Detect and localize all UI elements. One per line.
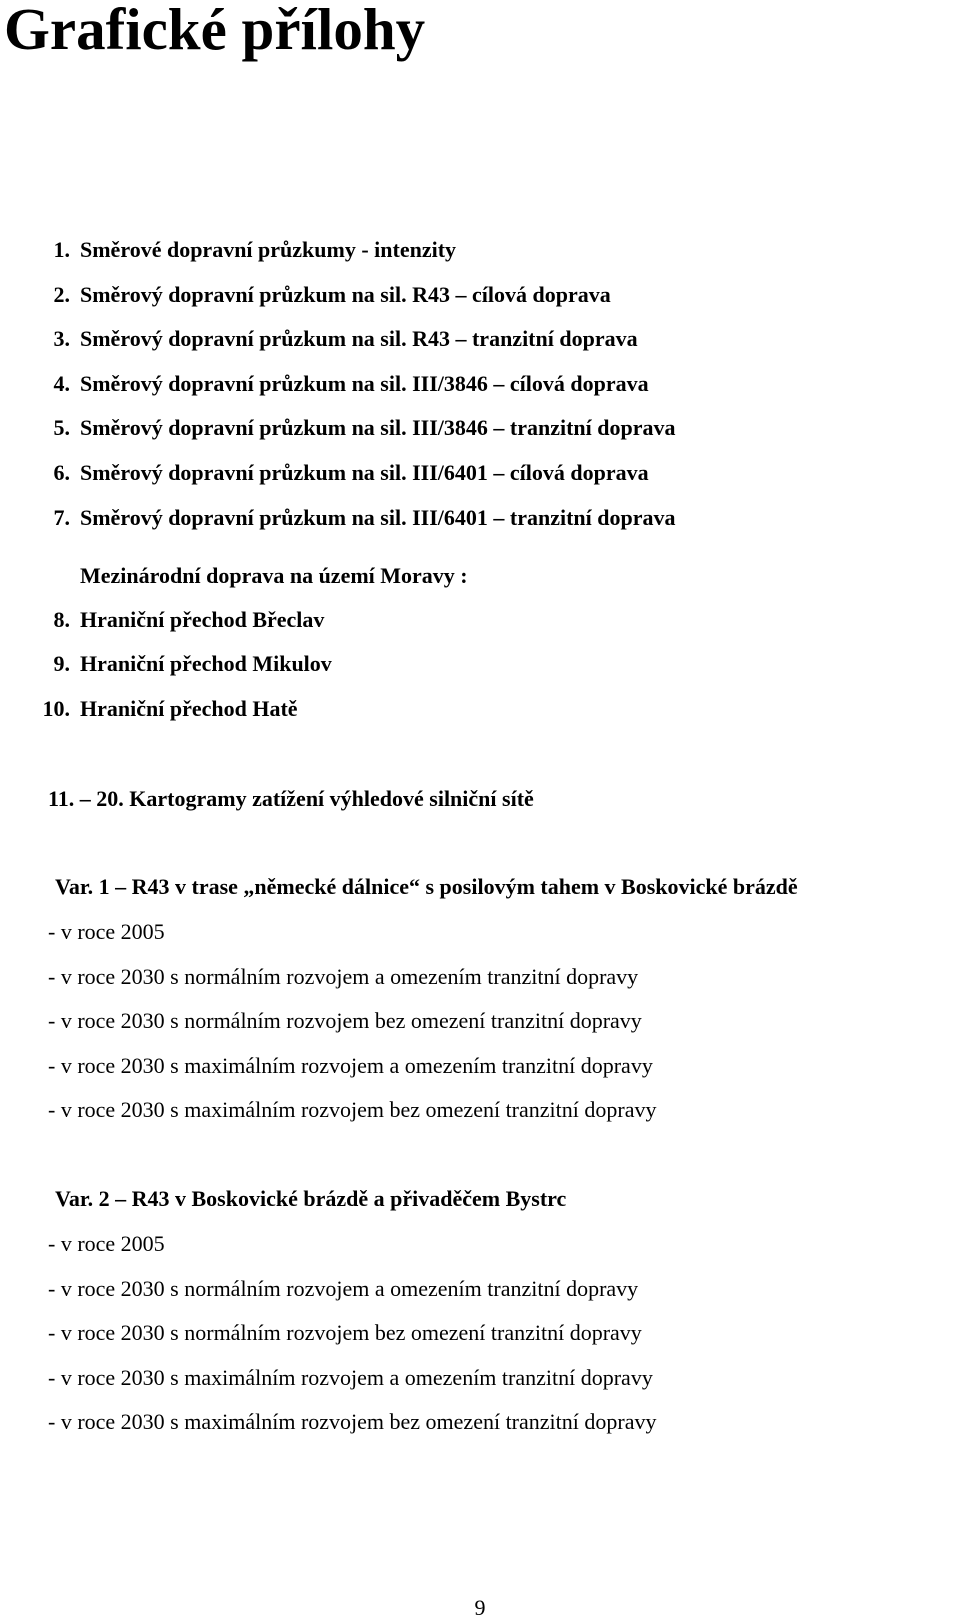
list-item-number: 10. — [42, 696, 70, 721]
list-item-text: Hraniční přechod Břeclav — [80, 607, 325, 632]
list-item-number: 6. — [53, 460, 70, 485]
list-item — [40, 237, 456, 263]
list-item-number: 2. — [53, 282, 70, 307]
list-item-number: 7. — [53, 505, 70, 530]
list-item-text: Směrový dopravní průzkum na sil. III/6401 – tranzitní doprava — [80, 505, 676, 530]
list-item-number: 5. — [53, 415, 70, 440]
list-item-number: 9. — [53, 651, 70, 676]
variant-1-item: - v roce 2030 s normálním rozvojem a omezením tranzitní dopravy — [48, 964, 639, 989]
list-item-text: Směrový dopravní průzkum na sil. III/3846 – cílová doprava — [80, 371, 649, 396]
variant-1-heading: Var. 1 – R43 v trase „německé dálnice“ s posilovým tahem v Boskovické brázdě — [55, 874, 798, 899]
section-heading-international: Mezinárodní doprava na území Moravy : — [80, 563, 468, 588]
list-item — [40, 460, 649, 486]
list-item-text: Směrový dopravní průzkum na sil. R43 – tranzitní doprava — [80, 326, 638, 351]
list-item-number: 3. — [53, 326, 70, 351]
list-item — [40, 607, 324, 633]
variant-2-item: - v roce 2005 — [48, 1231, 165, 1256]
section-heading-cartograms: 11. – 20. Kartogramy zatížení výhledové silniční sítě — [48, 786, 534, 811]
list-item-number: 8. — [53, 607, 70, 632]
variant-2-item: - v roce 2030 s normálním rozvojem a omezením tranzitní dopravy — [48, 1276, 639, 1301]
list-item — [40, 651, 332, 677]
variant-2-heading: Var. 2 – R43 v Boskovické brázdě a přivaděčem Bystrc — [55, 1186, 567, 1211]
list-item-text: Hraniční přechod Hatě — [80, 696, 298, 721]
variant-2-item: - v roce 2030 s normálním rozvojem bez omezení tranzitní dopravy — [48, 1320, 642, 1345]
list-item — [40, 326, 638, 352]
list-item — [40, 415, 676, 441]
list-item-number: 4. — [53, 371, 70, 396]
variant-2-item: - v roce 2030 s maximálním rozvojem bez omezení tranzitní dopravy — [48, 1409, 657, 1434]
variant-1-item: - v roce 2030 s maximálním rozvojem bez omezení tranzitní dopravy — [48, 1097, 657, 1122]
list-item-text: Směrový dopravní průzkum na sil. III/6401 – cílová doprava — [80, 460, 649, 485]
variant-1-item: - v roce 2030 s normálním rozvojem bez omezení tranzitní dopravy — [48, 1008, 642, 1033]
list-item — [40, 371, 649, 397]
list-item — [40, 696, 298, 722]
list-item — [40, 282, 611, 308]
list-item-text: Směrové dopravní průzkumy - intenzity — [80, 237, 457, 262]
variant-1-item: - v roce 2030 s maximálním rozvojem a omezením tranzitní dopravy — [48, 1053, 653, 1078]
list-item-text: Hraniční přechod Mikulov — [80, 651, 332, 676]
list-item-text: Směrový dopravní průzkum na sil. R43 – cílová doprava — [80, 282, 611, 307]
list-item-text: Směrový dopravní průzkum na sil. III/3846 – tranzitní doprava — [80, 415, 676, 440]
variant-1-item: - v roce 2005 — [48, 919, 165, 944]
variant-2-item: - v roce 2030 s maximálním rozvojem a omezením tranzitní dopravy — [48, 1365, 653, 1390]
list-item — [40, 505, 676, 531]
list-item-number: 1. — [53, 237, 70, 262]
page-number: 9 — [474, 1595, 486, 1620]
page-title: Grafické přílohy — [4, 0, 426, 62]
